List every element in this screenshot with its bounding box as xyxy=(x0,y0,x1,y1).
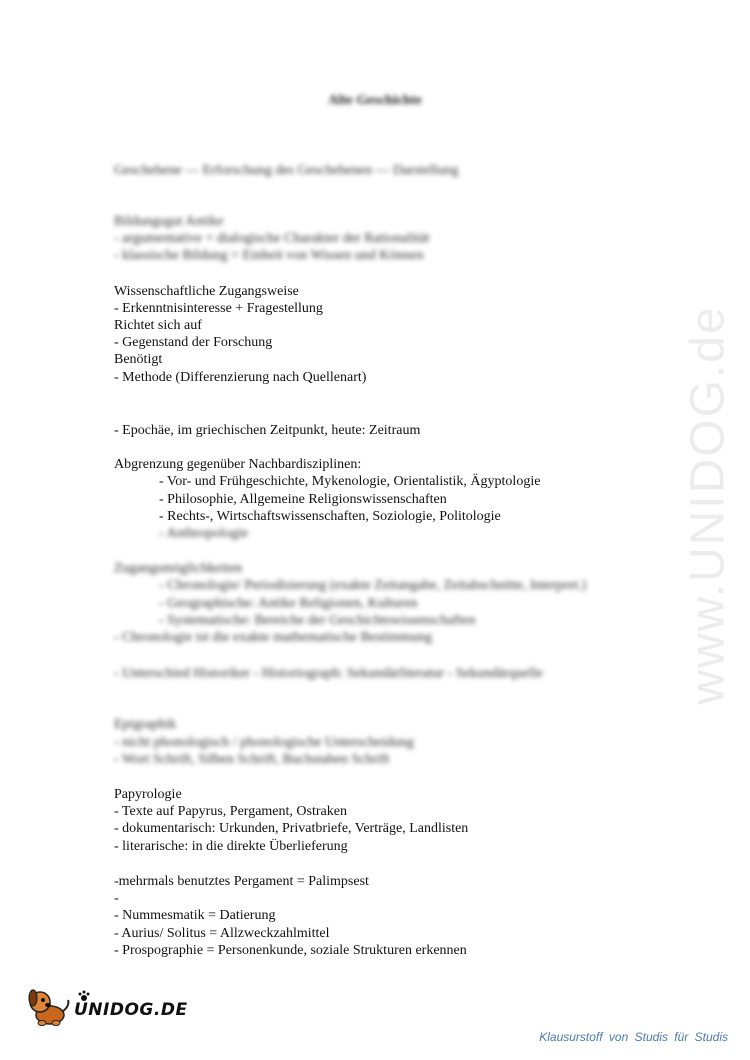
text-line: Zugangsmöglichkeiten xyxy=(114,561,243,576)
text-line: - Gegenstand der Forschung xyxy=(114,335,273,350)
text-line: - dokumentarisch: Urkunden, Privatbriefe, Verträge, Landlisten xyxy=(114,821,469,836)
text-line: - Nummesmatik = Datierung xyxy=(114,908,276,923)
text-line: - xyxy=(114,891,119,906)
text-line: - Aurius/ Solitus = Allzweckzahlmittel xyxy=(114,926,330,941)
text-line: - Chronologie/ Periodisierung (exakte Zeitangabe, Zeitabschnitte, Interpret.) xyxy=(159,578,587,593)
text-line: - nicht phonologisch / phonologische Unterscheidung xyxy=(114,735,414,750)
text-line: - Anthropologie xyxy=(159,526,249,541)
text-line: Epigraphik xyxy=(114,717,177,732)
text-line: - Prospographie = Personenkunde, soziale Strukturen erkennen xyxy=(114,943,467,958)
text-line: - argumentative + dialogische Charakter der Rationalität xyxy=(114,231,430,246)
text-line: Bildungsgut Antike xyxy=(114,214,224,229)
text-line: - Chronologie ist die exakte mathematische Bestimmung xyxy=(114,630,433,645)
text-line: - Philosophie, Allgemeine Religionswissenschaften xyxy=(159,492,447,507)
footer-tagline: Klausurstoff von Studis für Studis xyxy=(539,1030,728,1044)
text-line: - Erkenntnisinteresse + Fragestellung xyxy=(114,301,323,316)
text-line: Richtet sich auf xyxy=(114,318,202,333)
logo-text: UNIDOG.DE xyxy=(74,1000,188,1020)
text-line: - klassische Bildung = Einheit von Wissen und Können xyxy=(114,248,424,263)
text-line: - Unterschied Historiker - Historiograph: Sekundärliteratur - Sekundärquelle xyxy=(114,666,543,681)
text-line: - Vor- und Frühgeschichte, Mykenologie, Orientalistik, Ägyptologie xyxy=(159,474,541,489)
text-line: Abgrenzung gegenüber Nachbardisziplinen: xyxy=(114,457,362,472)
watermark: www.UNIDOG.de xyxy=(681,305,735,705)
text-line: - Epochäe, im griechischen Zeitpunkt, heute: Zeitraum xyxy=(114,423,421,438)
text-line: - Systematische: Bereiche der Geschichtswissenschaften xyxy=(159,613,476,628)
text-line: - Wort Schrift, Silben Schrift, Buchstaben Schrift xyxy=(114,752,390,767)
text-line: -mehrmals benutztes Pergament = Palimpsest xyxy=(114,874,369,889)
text-line: Geschehene — Erforschung des Geschehenen — Darstellung xyxy=(114,163,459,178)
text-line: - Rechts-, Wirtschaftswissenschaften, Soziologie, Politologie xyxy=(159,509,501,524)
dog-icon xyxy=(24,988,74,1028)
document-title: Alte Geschichte xyxy=(328,93,422,108)
text-line: - Methode (Differenzierung nach Quellenart) xyxy=(114,370,367,385)
text-line: Benötigt xyxy=(114,352,163,367)
text-line: Wissenschaftliche Zugangsweise xyxy=(114,284,299,299)
text-line: - literarische: in die direkte Überlieferung xyxy=(114,839,348,854)
text-line: - Texte auf Papyrus, Pergament, Ostraken xyxy=(114,804,347,819)
text-line: Papyrologie xyxy=(114,787,182,802)
unidog-logo[interactable] xyxy=(24,988,188,1028)
text-line: - Geographische: Antike Religionen, Kulturen xyxy=(159,596,418,611)
